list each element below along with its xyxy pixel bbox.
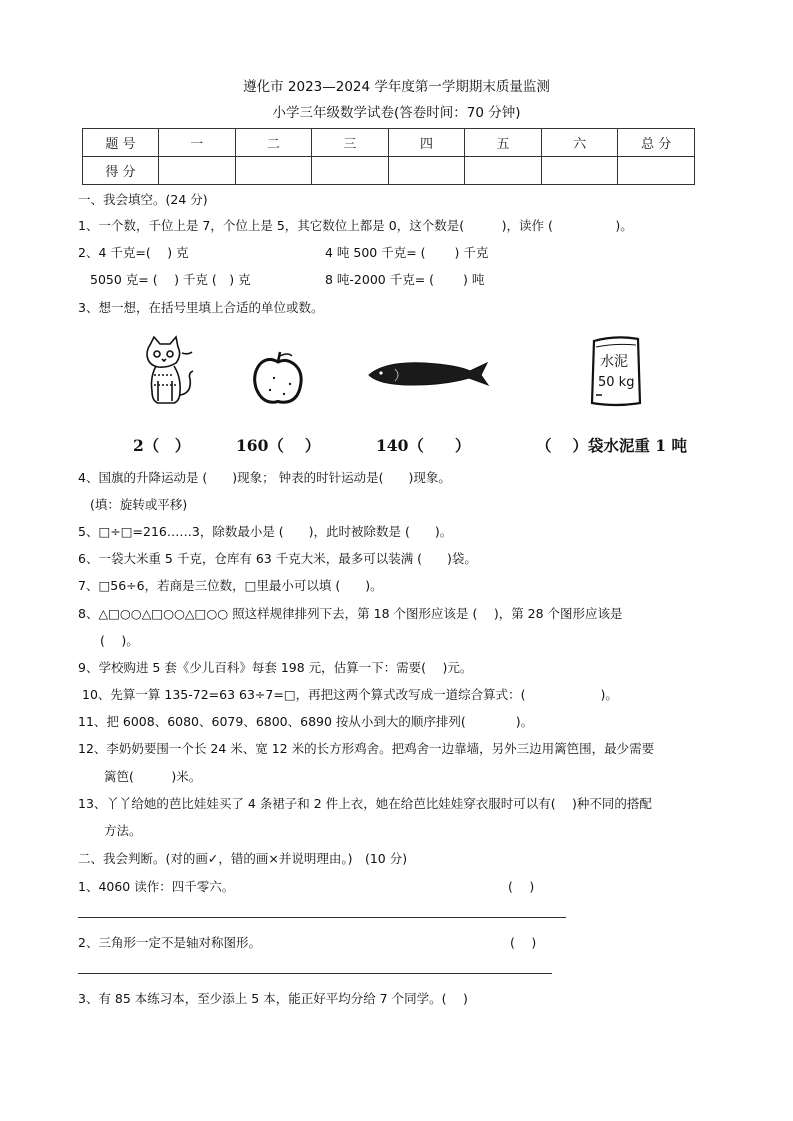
apple-icon [250,350,306,408]
question-2b: 4 吨 500 千克= ( ) 千克 [325,245,489,260]
judge-2: 2、三角形一定不是轴对称图形。 [78,935,261,950]
q3-answer-apple[interactable]: 160（ ） [236,436,321,455]
fish-icon [365,355,490,390]
question-3: 3、想一想，在括号里填上合适的单位或数。 [78,300,324,315]
bag-label-text: 水泥 [600,354,628,370]
score-cell-col2: 二 [235,129,312,157]
section1-heading: 一、我会填空。(24 分) [78,192,208,207]
cat-icon [130,335,198,410]
question-11: 11、把 6008、6080、6079、6800、6890 按从小到大的顺序排列( )。 [78,714,534,729]
score-table-score-row [83,157,695,185]
score-input-1[interactable] [159,157,236,185]
question-4: 4、国旗的升降运动是 ( )现象； 钟表的时针运动是( )现象。 [78,470,451,485]
score-cell-total: 总 分 [618,129,695,157]
q3-answer-cement[interactable]: （ ）袋水泥重 1 吨 [536,436,687,455]
score-row-label: 得 分 [83,157,159,185]
question-13b: 方法。 [104,823,142,838]
score-input-3[interactable] [312,157,389,185]
judge-2-paren[interactable]: ( ) [510,935,537,950]
exam-title: 遵化市 2023—2024 学年度第一学期期末质量监测 [243,79,550,95]
score-input-2[interactable] [235,157,312,185]
score-cell-col6: 六 [541,129,618,157]
question-12a: 12、李奶奶要围一个长 24 米、宽 12 米的长方形鸡舍。把鸡舍一边靠墙，另外三边用篱笆围，最少需要 [78,741,655,756]
q3-answer-cat[interactable]: 2（ ） [133,436,191,455]
score-table-header-row [83,129,695,157]
judge-2-answer-line[interactable] [78,973,552,974]
question-4-hint: (填：旋转或平移) [90,497,188,512]
question-8a: 8、△□○○△□○○△□○○ 照这样规律排列下去，第 18 个图形应该是 ( )，第 28 个图形应该是 [78,606,623,621]
bag-weight-text: 50 kg [598,375,635,390]
score-cell-col3: 三 [312,129,389,157]
question-6: 6、一袋大米重 5 千克，仓库有 63 千克大米，最多可以装满 ( )袋。 [78,551,477,566]
score-cell-col5: 五 [465,129,542,157]
question-12b: 篱笆( )米。 [104,769,202,784]
question-10: 10、先算一算 135-72=63 63÷7=□，再把这两个算式改写成一道综合算式：( )。 [82,687,618,702]
score-table [82,128,695,185]
score-input-4[interactable] [388,157,465,185]
judge-3: 3、有 85 本练习本，至少添上 5 本，能正好平均分给 7 个同学。( ) [78,991,468,1006]
question-7: 7、□56÷6，若商是三位数，□里最小可以填 ( )。 [78,578,383,593]
judge-1-paren[interactable]: ( ) [508,879,535,894]
question-9: 9、学校购进 5 套《少儿百科》每套 198 元，估算一下：需要( )元。 [78,660,473,675]
score-input-total[interactable] [618,157,695,185]
question-2d: 8 吨-2000 千克= ( ) 吨 [325,272,485,287]
question-2a: 2、4 千克=( ) 克 [78,245,189,260]
score-input-5[interactable] [465,157,542,185]
score-cell-col1: 一 [159,129,236,157]
judge-1: 1、4060 读作：四千零六。 [78,879,235,894]
section2-heading: 二、我会判断。(对的画✓，错的画×并说明理由。) (10 分) [78,851,408,866]
exam-subtitle: 小学三年级数学试卷(答卷时间：70 分钟) [272,105,521,121]
score-input-6[interactable] [541,157,618,185]
question-8b: ( )。 [100,633,139,648]
question-1: 1、一个数，千位上是 7，个位上是 5，其它数位上都是 0，这个数是( )，读作 ( )。 [78,218,633,233]
score-cell-col4: 四 [388,129,465,157]
judge-1-answer-line[interactable] [78,917,566,918]
q3-answer-fish[interactable]: 140（ ） [376,436,471,455]
question-5: 5、□÷□=216……3，除数最小是 ( )，此时被除数是 ( )。 [78,524,453,539]
question-13a: 13、丫丫给她的芭比娃娃买了 4 条裙子和 2 件上衣，她在给芭比娃娃穿衣服时可以有( )种不同的搭配 [78,796,652,811]
question-2c: 5050 克= ( ) 千克 ( ) 克 [90,272,251,287]
score-cell-label: 题 号 [83,129,159,157]
cement-bag-icon [588,333,644,408]
